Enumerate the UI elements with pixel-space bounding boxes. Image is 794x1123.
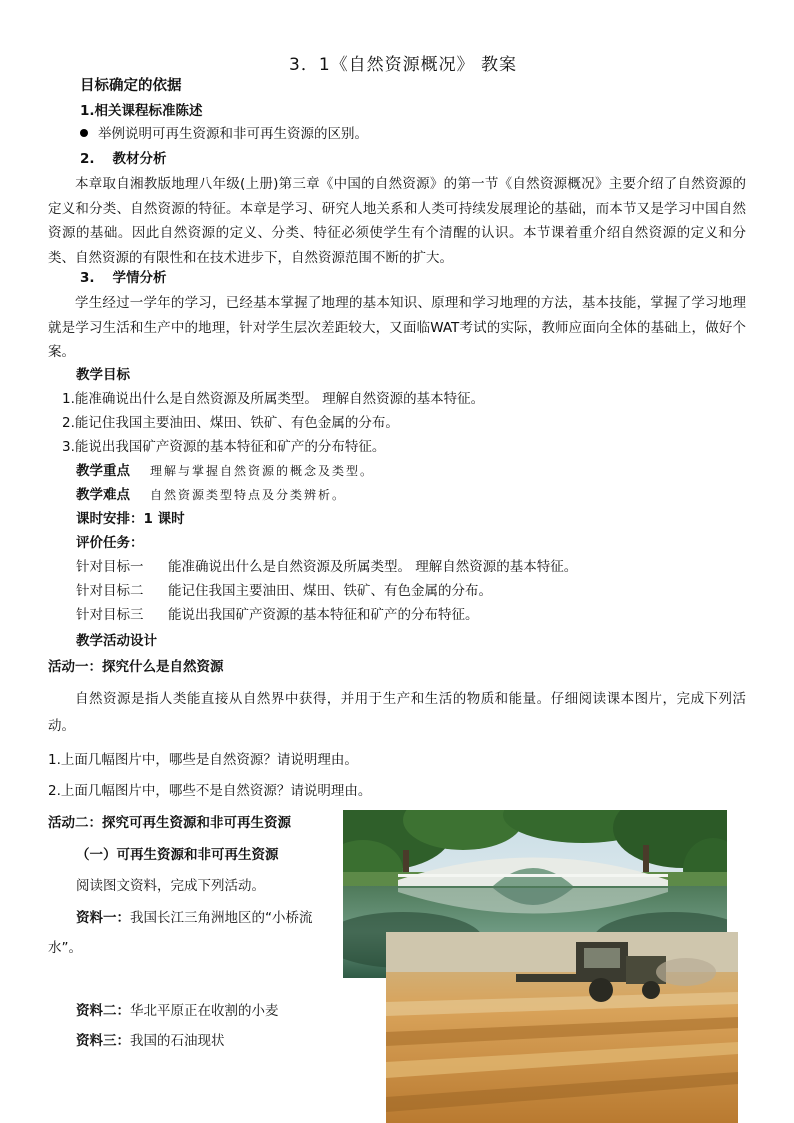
material-2 xyxy=(76,1001,279,1021)
key-point-row xyxy=(76,461,374,481)
goals-heading: 教学目标 xyxy=(76,367,130,383)
s1-heading: 1.相关课程标准陈述 xyxy=(80,103,203,119)
difficulty-text: 自然资源类型特点及分类辨析。 xyxy=(150,488,347,502)
page-title: 3．1《自然资源概况》 教案 xyxy=(289,55,518,75)
s2-heading-text: 教材分析 xyxy=(112,151,167,167)
basis-heading: 目标确定的依据 xyxy=(80,78,182,94)
goal-item: 3.能说出我国矿产资源的基本特征和矿产的分布特征。 xyxy=(62,439,386,455)
s3-heading-text: 学情分析 xyxy=(112,270,167,286)
difficulty-row xyxy=(76,485,346,505)
design-heading: 教学活动设计 xyxy=(76,633,157,649)
s1-bullet-text: 举例说明可再生资源和非可再生资源的区别。 xyxy=(98,126,368,142)
eval-row-text: 能说出我国矿产资源的基本特征和矿产的分布特征。 xyxy=(168,607,479,623)
act1-question-2: 2.上面几幅图片中，哪些不是自然资源？请说明理由。 xyxy=(48,783,372,799)
s2-num: 2. xyxy=(80,151,95,167)
goal-item: 1.能准确说出什么是自然资源及所属类型。 理解自然资源的基本特征。 xyxy=(62,391,485,407)
material-2-label: 资料二： xyxy=(76,1003,130,1019)
material-1 xyxy=(76,908,313,928)
eval-row-text: 能准确说出什么是自然资源及所属类型。 理解自然资源的基本特征。 xyxy=(168,559,578,575)
act1-paragraph: 自然资源是指人类能直接从自然界中获得，并用于生产和生活的物质和能量。仔细阅读课本图片，完成下列活动。 xyxy=(48,691,746,734)
material-3-text: 我国的石油现状 xyxy=(130,1033,225,1049)
eval-row xyxy=(76,557,577,577)
eval-row xyxy=(76,581,492,601)
s1-bullet-item xyxy=(80,124,368,144)
material-2-text: 华北平原正在收割的小麦 xyxy=(130,1003,279,1019)
schedule: 课时安排：1 课时 xyxy=(76,511,185,527)
act1-heading: 活动一：探究什么是自然资源 xyxy=(48,659,224,675)
eval-row-label: 针对目标三 xyxy=(76,607,144,623)
material-1-text: 我国长江三角洲地区的“小桥流 xyxy=(130,910,313,926)
act2-read: 阅读图文资料，完成下列活动。 xyxy=(76,878,265,894)
act2-heading: 活动二：探究可再生资源和非可再生资源 xyxy=(48,815,291,831)
difficulty-label: 教学难点 xyxy=(76,487,130,503)
eval-row-text: 能记住我国主要油田、煤田、铁矿、有色金属的分布。 xyxy=(168,583,492,599)
act2-subheading: （一）可再生资源和非可再生资源 xyxy=(76,847,279,863)
s3-paragraph: 学生经过一学年的学习，已经基本掌握了地理的基本知识、原理和学习地理的方法，基本技能，掌握了学习地理就是学习生活和生产中的地理，针对学生层次差距较大，又面临WAT考试的实际，教师应面向全体的基础上，做好个案。 xyxy=(48,295,746,360)
goal-item: 2.能记住我国主要油田、煤田、铁矿、有色金属的分布。 xyxy=(62,415,399,431)
s3-num: 3. xyxy=(80,270,95,286)
material-1-label: 资料一： xyxy=(76,910,130,926)
s3-heading xyxy=(80,268,167,288)
key-point-label: 教学重点 xyxy=(76,463,130,479)
wheat-photo-svg xyxy=(386,932,738,1123)
key-point-text: 理解与掌握自然资源的概念及类型。 xyxy=(150,464,375,478)
s2-heading xyxy=(80,149,167,169)
eval-row xyxy=(76,605,479,625)
eval-row-label: 针对目标一 xyxy=(76,559,144,575)
material-3-label: 资料三： xyxy=(76,1033,130,1049)
act1-question-1: 1.上面几幅图片中，哪些是自然资源？请说明理由。 xyxy=(48,752,358,768)
material-3 xyxy=(76,1031,225,1051)
wheat-harvest-photo xyxy=(386,932,738,1123)
eval-row-label: 针对目标二 xyxy=(76,583,144,599)
material-1-cont: 水”。 xyxy=(48,940,82,956)
eval-heading: 评价任务： xyxy=(76,535,144,551)
s2-paragraph: 本章取自湘教版地理八年级(上册)第三章《中国的自然资源》的第一节《自然资源概况》主要介绍了自然资源的定义和分类、自然资源的特征。本章是学习、研究人地关系和人类可持续发展理论的基础，而本节又是学习中国自然资源的基础。因此自然资源的定义、分类、特征必须使学生有个清醒的认识。本节课着重介绍自然资源的定义和分类、自然资源的有限性和在技术进步下，自然资源范围不断的扩大。 xyxy=(48,176,746,266)
bullet-icon xyxy=(80,129,88,137)
